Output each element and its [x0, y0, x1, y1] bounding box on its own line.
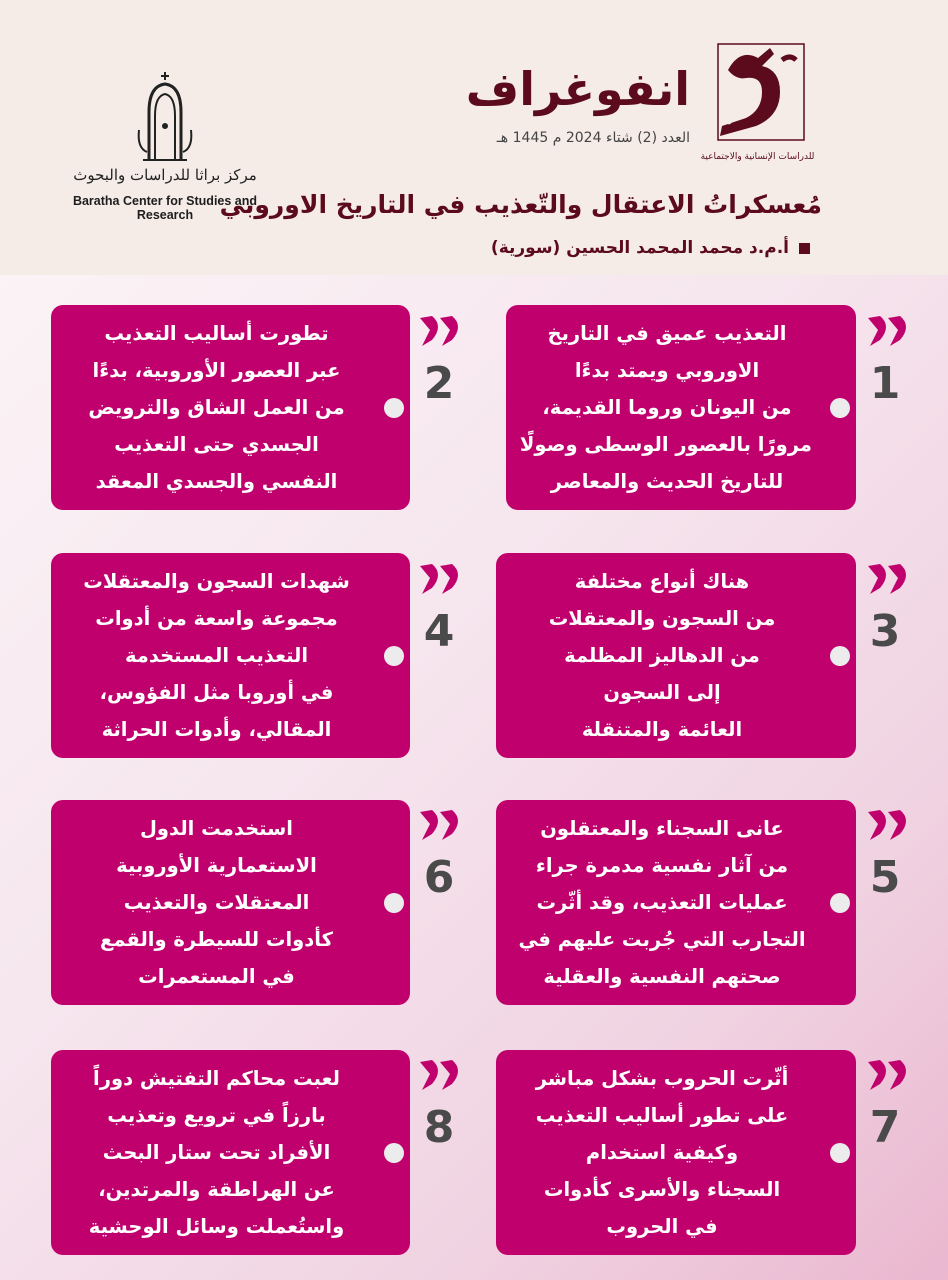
card-line: مجموعة واسعة من أدوات	[95, 607, 338, 630]
quote-icon	[418, 560, 466, 596]
card-line: السجناء والأسرى كأدوات	[543, 1178, 781, 1201]
quote-icon	[866, 312, 914, 348]
card-line: مرورًا بالعصور الوسطى وصولًا	[519, 433, 812, 456]
card-line: عبر العصور الأوروبية، بدءًا	[92, 359, 341, 382]
magazine-name: انفوغراف	[465, 62, 690, 116]
card-line: التعذيب عميق في التاريخ	[547, 322, 787, 345]
card-line: للتاريخ الحديث والمعاصر	[550, 470, 784, 493]
card-line: وكيفية استخدام	[585, 1141, 739, 1164]
bullet-dot-icon	[384, 1143, 404, 1163]
card-3	[496, 553, 856, 758]
magazine-logo	[690, 40, 825, 170]
card-number: 8	[423, 1102, 455, 1153]
card-line: في الحروب	[606, 1215, 718, 1238]
card-line: هناك أنواع مختلفة	[574, 570, 750, 593]
card-line: الجسدي حتى التعذيب	[114, 433, 319, 456]
card-number: 3	[869, 606, 901, 657]
quote-icon	[866, 806, 914, 842]
card-line: من السجون والمعتقلات	[548, 607, 776, 630]
card-line: أثّرت الحروب بشكل مباشر	[535, 1067, 789, 1090]
card-line: تطورت أساليب التعذيب	[104, 322, 329, 345]
issue-info: العدد (2) شتاء 2024 م 1445 هـ	[496, 130, 690, 146]
card-line: واستُعملت وسائل الوحشية	[88, 1215, 345, 1238]
card-number: 6	[423, 852, 455, 903]
card-line: عمليات التعذيب، وقد أثّرت	[536, 891, 788, 914]
card-line: العائمة والمتنقلة	[581, 718, 743, 741]
card-1	[506, 305, 856, 510]
card-line: شهدات السجون والمعتقلات	[83, 570, 350, 593]
card-line: استخدمت الدول	[140, 817, 293, 840]
card-line: كأدوات للسيطرة والقمع	[100, 928, 333, 951]
card-line: عن الهراطقة والمرتدين،	[98, 1178, 335, 1201]
card-line: من الدهاليز المظلمة	[564, 644, 760, 667]
card-line: المقالي، وأدوات الحراثة	[101, 718, 332, 741]
quote-icon	[418, 806, 466, 842]
card-line: بارزاً في ترويع وتعذيب	[107, 1104, 326, 1127]
author-name: أ.م.د محمد المحمد الحسين (سورية)	[490, 238, 789, 258]
author-line	[420, 238, 810, 258]
baratha-name-english: Baratha Center for Studies and Research	[72, 194, 258, 222]
magazine-subtitle: للدراسات الإنسانية والاجتماعية	[700, 152, 815, 162]
bullet-dot-icon	[384, 893, 404, 913]
card-number: 5	[869, 852, 901, 903]
bullet-dot-icon	[830, 398, 850, 418]
card-line: الاوروبي ويمتد بدءًا	[574, 359, 760, 382]
baratha-name-arabic: مركز براثا للدراسات والبحوث	[73, 166, 257, 184]
card-8	[51, 1050, 410, 1255]
quote-icon	[418, 1056, 466, 1092]
square-bullet-icon	[799, 243, 810, 254]
quote-icon	[866, 1056, 914, 1092]
card-line: المعتقلات والتعذيب	[123, 891, 310, 914]
card-line: النفسي والجسدي المعقد	[95, 470, 338, 493]
card-line: الاستعمارية الأوروبية	[116, 854, 317, 877]
magazine-emblem-icon	[700, 40, 810, 150]
card-5	[496, 800, 856, 1005]
card-line: في المستعمرات	[138, 965, 295, 988]
card-line: التجارب التي جُربت عليهم في	[518, 928, 806, 951]
card-number: 7	[869, 1102, 901, 1153]
card-6	[51, 800, 410, 1005]
card-line: التعذيب المستخدمة	[124, 644, 309, 667]
card-line: الأفراد تحت ستار البحث	[102, 1141, 331, 1164]
card-number: 1	[869, 358, 901, 409]
baratha-emblem-icon	[135, 70, 195, 165]
card-line: من اليونان وروما القديمة،	[542, 396, 792, 419]
card-line: من آثار نفسية مدمرة جراء	[535, 854, 789, 877]
card-line: في أوروبا مثل الفؤوس،	[99, 681, 334, 704]
bullet-dot-icon	[830, 1143, 850, 1163]
card-line: إلى السجون	[603, 681, 721, 704]
quote-icon	[418, 312, 466, 348]
card-number: 2	[423, 358, 455, 409]
card-7	[496, 1050, 856, 1255]
card-line: لعبت محاكم التفتيش دوراً	[93, 1067, 340, 1090]
page-title: مُعسكراتُ الاعتقال والتّعذيب في التاريخ الاوروبي	[219, 190, 822, 219]
card-line: صحتهم النفسية والعقلية	[543, 965, 781, 988]
card-line: على تطور أساليب التعذيب	[535, 1104, 789, 1127]
bullet-dot-icon	[830, 893, 850, 913]
card-number: 4	[423, 606, 455, 657]
bullet-dot-icon	[830, 646, 850, 666]
bullet-dot-icon	[384, 398, 404, 418]
card-line: من العمل الشاق والترويض	[88, 396, 345, 419]
quote-icon	[866, 560, 914, 596]
bullet-dot-icon	[384, 646, 404, 666]
card-4	[51, 553, 410, 758]
card-line: عانى السجناء والمعتقلون	[540, 817, 784, 840]
card-2	[51, 305, 410, 510]
